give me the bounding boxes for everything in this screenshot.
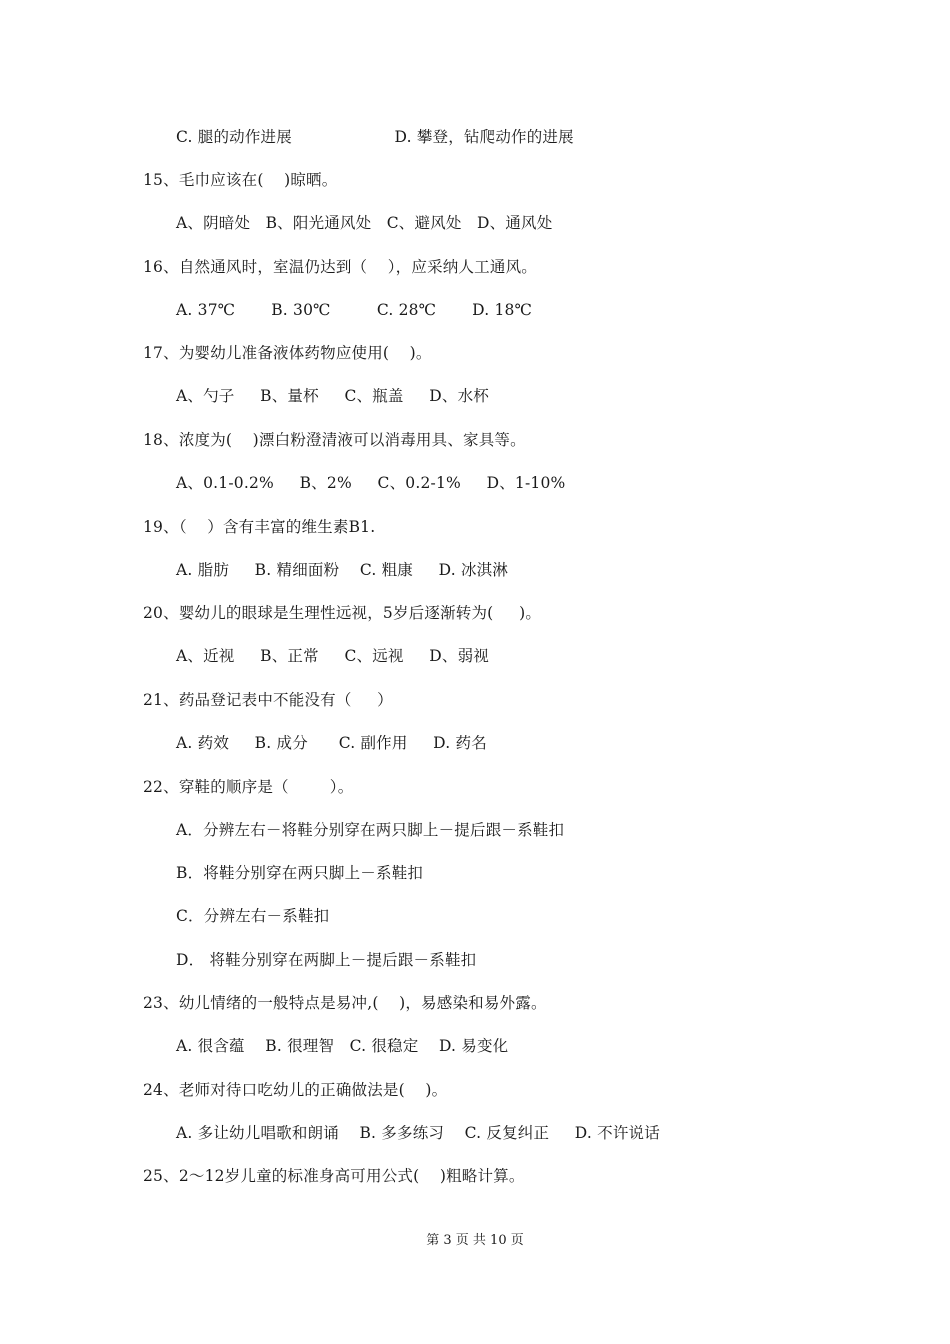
question-17: 17、为婴幼儿准备液体药物应使用( )。 — [143, 344, 432, 362]
question-20: 20、婴幼儿的眼球是生理性远视，5岁后逐渐转为( )。 — [143, 604, 542, 622]
question-22-option-a: A．分辨左右－将鞋分别穿在两只脚上－提后跟－系鞋扣 — [176, 821, 565, 839]
page-footer: 第 3 页 共 10 页 — [426, 1233, 524, 1248]
question-25: 25、2～12岁儿童的标准身高可用公式( )粗略计算。 — [143, 1167, 525, 1185]
question-22-option-c: C．分辨左右－系鞋扣 — [176, 907, 330, 925]
question-24: 24、老师对待口吃幼儿的正确做法是( )。 — [143, 1081, 448, 1099]
question-15: 15、毛巾应该在( )晾晒。 — [143, 171, 338, 189]
question-18: 18、浓度为( )漂白粉澄清液可以消毒用具、家具等。 — [143, 431, 526, 449]
question-19: 19、（ ）含有丰富的维生素B1. — [143, 518, 376, 536]
question-16: 16、自然通风时，室温仍达到（ ），应采纳人工通风。 — [143, 258, 537, 276]
question-14-options-cd: C. 腿的动作进展 D. 攀登，钻爬动作的进展 — [176, 128, 574, 146]
question-24-options: A. 多让幼儿唱歌和朗诵 B. 多多练习 C. 反复纠正 D. 不许说话 — [176, 1124, 660, 1142]
question-20-options: A、近视 B、正常 C、远视 D、弱视 — [176, 647, 489, 665]
question-21: 21、药品登记表中不能没有（ ） — [143, 691, 393, 709]
question-16-options: A. 37℃ B. 30℃ C. 28℃ D. 18℃ — [176, 301, 533, 319]
question-23-options: A. 很含蕴 B. 很理智 C. 很稳定 D. 易变化 — [176, 1037, 509, 1055]
question-15-options: A、阴暗处 B、阳光通风处 C、避风处 D、通风处 — [176, 214, 553, 232]
question-23: 23、幼儿情绪的一般特点是易冲,( )，易感染和易外露。 — [143, 994, 547, 1012]
question-22-option-d: D． 将鞋分别穿在两脚上－提后跟－系鞋扣 — [176, 951, 477, 969]
question-17-options: A、勺子 B、量杯 C、瓶盖 D、水杯 — [176, 387, 489, 405]
question-18-options: A、0.1-0.2% B、2% C、0.2-1% D、1-10% — [176, 474, 566, 492]
question-21-options: A. 药效 B. 成分 C. 副作用 D. 药名 — [176, 734, 487, 752]
question-19-options: A. 脂肪 B. 精细面粉 C. 粗康 D. 冰淇淋 — [176, 561, 509, 579]
question-22-option-b: B．将鞋分别穿在两只脚上－系鞋扣 — [176, 864, 424, 882]
question-22: 22、穿鞋的顺序是（ ）。 — [143, 778, 354, 796]
